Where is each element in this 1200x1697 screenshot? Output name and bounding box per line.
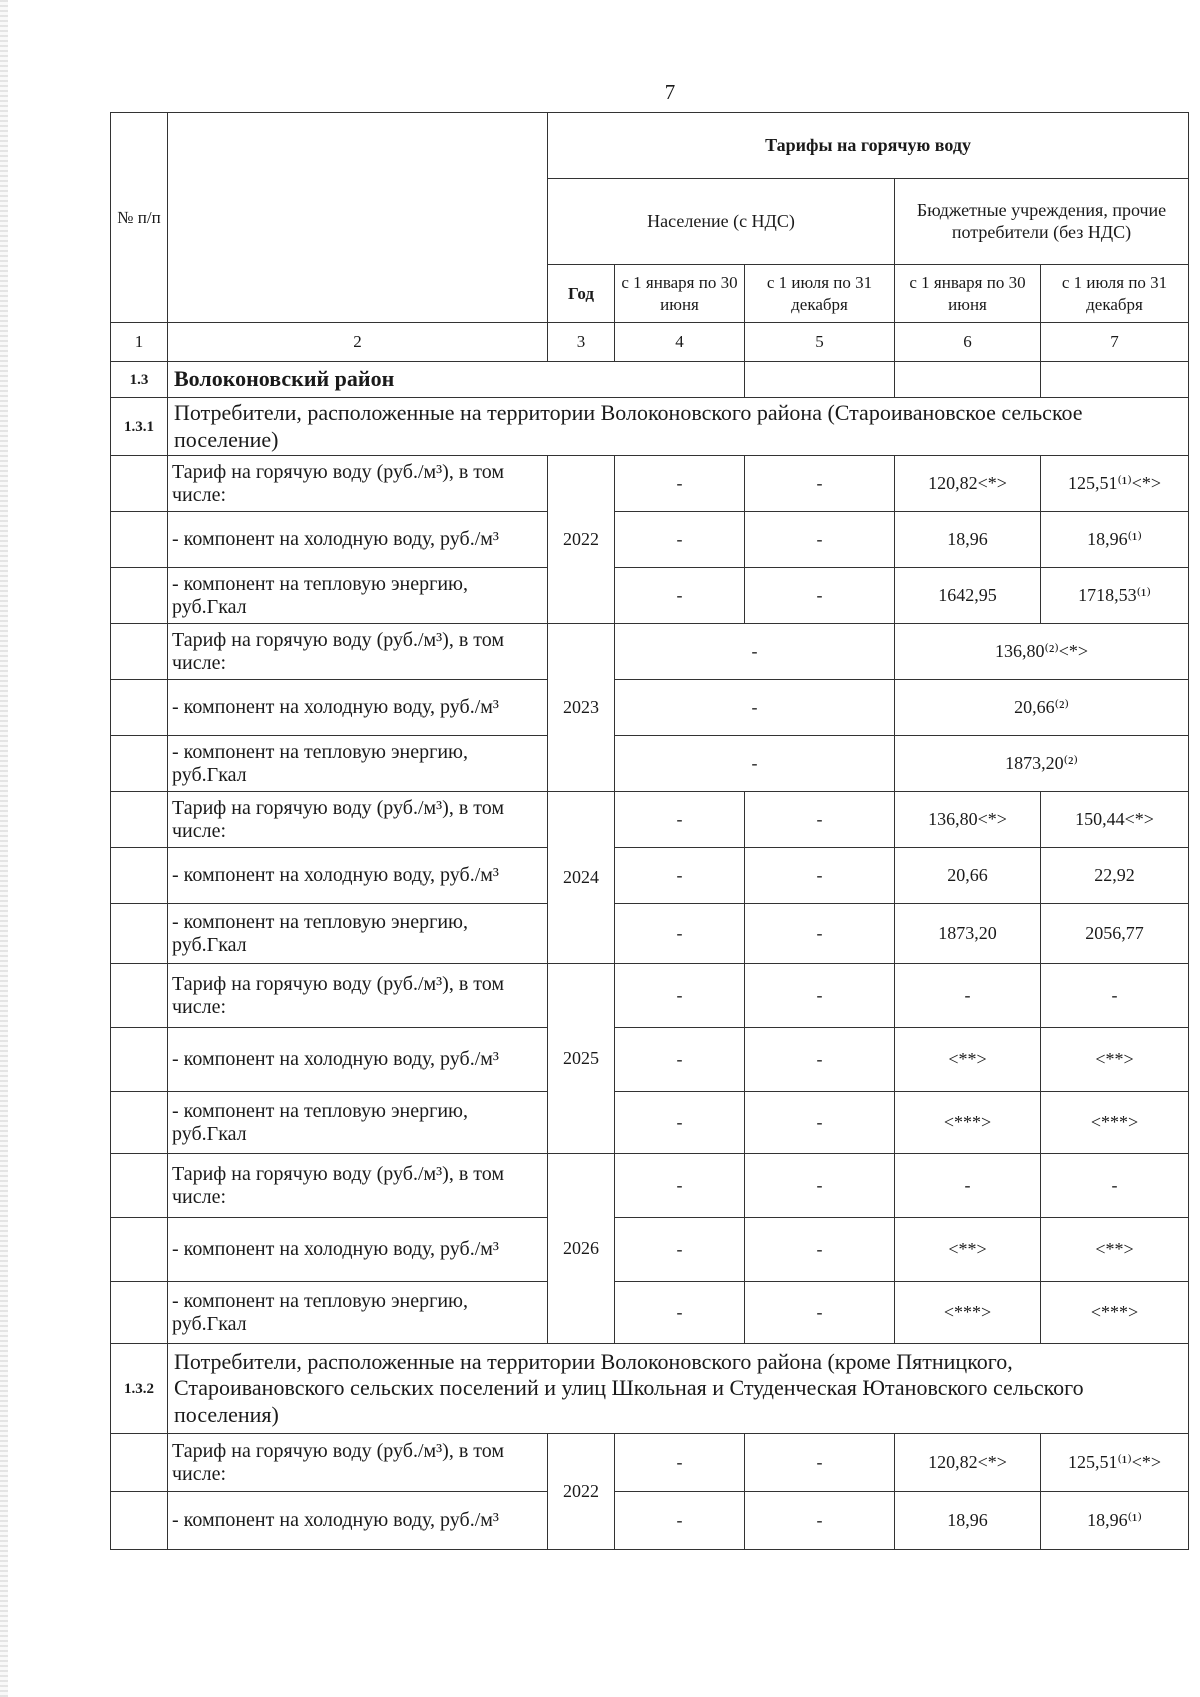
value-cell: 1873,20	[895, 904, 1041, 964]
year-cell: 2026	[548, 1154, 615, 1344]
header-period-4: с 1 июля по 31 декабря	[1041, 265, 1189, 323]
value-cell: 125,51⁽¹⁾<*>	[1041, 1434, 1189, 1492]
value-cell: 20,66⁽²⁾	[895, 680, 1189, 736]
value-cell: -	[615, 1028, 745, 1092]
value-cell: <**>	[895, 1218, 1041, 1282]
row-label-cold: - компонент на холодную воду, руб./м³	[168, 1492, 548, 1550]
value-cell: -	[895, 1154, 1041, 1218]
empty-cell	[111, 736, 168, 792]
value-cell: -	[615, 792, 745, 848]
row-label-cold: - компонент на холодную воду, руб./м³	[168, 1218, 548, 1282]
value-cell: -	[615, 848, 745, 904]
value-cell: <**>	[895, 1028, 1041, 1092]
value-cell: -	[615, 568, 745, 624]
value-cell: -	[745, 848, 895, 904]
value-cell: 136,80<*>	[895, 792, 1041, 848]
value-cell: 18,96⁽¹⁾	[1041, 512, 1189, 568]
row-label-tariff: Тариф на горячую воду (руб./м³), в том числе:	[168, 1154, 548, 1218]
header-period-1: с 1 января по 30 июня	[615, 265, 745, 323]
value-cell: 136,80⁽²⁾<*>	[895, 624, 1189, 680]
page-number: 7	[664, 80, 676, 104]
value-cell: <**>	[1041, 1218, 1189, 1282]
empty-cell	[111, 792, 168, 848]
row-label-heat: - компонент на тепловую энергию, руб.Гкал	[168, 736, 548, 792]
empty-cell	[745, 362, 895, 398]
empty-cell	[1041, 362, 1189, 398]
year-cell: 2024	[548, 792, 615, 964]
empty-cell	[111, 512, 168, 568]
empty-cell	[895, 362, 1041, 398]
value-cell: -	[745, 568, 895, 624]
value-cell: -	[615, 1492, 745, 1550]
col-number: 4	[615, 323, 745, 362]
empty-cell	[111, 624, 168, 680]
section-title: Волоконовский район	[168, 362, 745, 398]
empty-cell	[111, 568, 168, 624]
value-cell: 120,82<*>	[895, 456, 1041, 512]
value-cell: 18,96	[895, 512, 1041, 568]
row-label-tariff: Тариф на горячую воду (руб./м³), в том числе:	[168, 624, 548, 680]
section-title: Потребители, расположенные на территории Волоконовского района (Староивановское сельское поселение)	[168, 398, 1189, 456]
row-label-heat: - компонент на тепловую энергию, руб.Гкал	[168, 1092, 548, 1154]
value-cell: 22,92	[1041, 848, 1189, 904]
row-label-tariff: Тариф на горячую воду (руб./м³), в том числе:	[168, 964, 548, 1028]
value-cell: -	[615, 680, 895, 736]
col-number: 7	[1041, 323, 1189, 362]
empty-cell	[111, 680, 168, 736]
section-number: 1.3	[111, 362, 168, 398]
empty-cell	[111, 1282, 168, 1344]
value-cell: -	[745, 1028, 895, 1092]
empty-cell	[111, 456, 168, 512]
value-cell: -	[745, 1492, 895, 1550]
value-cell: -	[615, 456, 745, 512]
value-cell: -	[1041, 1154, 1189, 1218]
empty-cell	[111, 1218, 168, 1282]
value-cell: 1718,53⁽¹⁾	[1041, 568, 1189, 624]
scan-edge	[0, 0, 8, 1697]
col-number: 3	[548, 323, 615, 362]
value-cell: <***>	[1041, 1282, 1189, 1344]
year-cell: 2022	[548, 1434, 615, 1550]
header-budget: Бюджетные учреждения, прочие потребители (без НДС)	[895, 179, 1189, 265]
value-cell: -	[615, 1218, 745, 1282]
value-cell: 20,66	[895, 848, 1041, 904]
header-year: Год	[548, 265, 615, 323]
header-blank	[168, 113, 548, 323]
value-cell: 1873,20⁽²⁾	[895, 736, 1189, 792]
empty-cell	[111, 904, 168, 964]
value-cell: -	[745, 512, 895, 568]
section-title: Потребители, расположенные на территории Волоконовского района (кроме Пятницкого, Староивановского сельских поселений и улиц Школьная и Студенческая Ютановского сельского поселения)	[168, 1344, 1189, 1434]
row-label-cold: - компонент на холодную воду, руб./м³	[168, 848, 548, 904]
col-number: 5	[745, 323, 895, 362]
value-cell: -	[745, 964, 895, 1028]
empty-cell	[111, 964, 168, 1028]
row-label-cold: - компонент на холодную воду, руб./м³	[168, 512, 548, 568]
year-cell: 2023	[548, 624, 615, 792]
value-cell: -	[615, 1282, 745, 1344]
row-label-heat: - компонент на тепловую энергию, руб.Гкал	[168, 568, 548, 624]
row-label-tariff: Тариф на горячую воду (руб./м³), в том числе:	[168, 1434, 548, 1492]
tariff-table	[110, 112, 1189, 1550]
col-number: 6	[895, 323, 1041, 362]
value-cell: 18,96	[895, 1492, 1041, 1550]
value-cell: -	[615, 1434, 745, 1492]
value-cell: -	[745, 1154, 895, 1218]
value-cell: -	[615, 736, 895, 792]
value-cell: <***>	[895, 1092, 1041, 1154]
value-cell: <***>	[1041, 1092, 1189, 1154]
value-cell: -	[615, 1154, 745, 1218]
value-cell: 18,96⁽¹⁾	[1041, 1492, 1189, 1550]
col-number: 1	[111, 323, 168, 362]
empty-cell	[111, 1154, 168, 1218]
value-cell: 125,51⁽¹⁾<*>	[1041, 456, 1189, 512]
value-cell: -	[745, 1218, 895, 1282]
header-population: Население (с НДС)	[548, 179, 895, 265]
value-cell: 150,44<*>	[1041, 792, 1189, 848]
value-cell: 120,82<*>	[895, 1434, 1041, 1492]
value-cell: <***>	[895, 1282, 1041, 1344]
value-cell: -	[615, 624, 895, 680]
value-cell: -	[745, 792, 895, 848]
value-cell: <**>	[1041, 1028, 1189, 1092]
empty-cell	[111, 848, 168, 904]
value-cell: -	[745, 904, 895, 964]
header-period-3: с 1 января по 30 июня	[895, 265, 1041, 323]
value-cell: -	[745, 1434, 895, 1492]
row-label-heat: - компонент на тепловую энергию, руб.Гкал	[168, 904, 548, 964]
value-cell: -	[745, 456, 895, 512]
value-cell: -	[615, 964, 745, 1028]
value-cell: -	[745, 1092, 895, 1154]
year-cell: 2025	[548, 964, 615, 1154]
value-cell: -	[895, 964, 1041, 1028]
header-num: № п/п	[111, 113, 168, 323]
value-cell: -	[615, 904, 745, 964]
year-cell: 2022	[548, 456, 615, 624]
row-label-cold: - компонент на холодную воду, руб./м³	[168, 680, 548, 736]
col-number: 2	[168, 323, 548, 362]
value-cell: -	[745, 1282, 895, 1344]
header-group-title: Тарифы на горячую воду	[548, 113, 1189, 179]
header-period-2: с 1 июля по 31 декабря	[745, 265, 895, 323]
value-cell: 1642,95	[895, 568, 1041, 624]
empty-cell	[111, 1492, 168, 1550]
row-label-tariff: Тариф на горячую воду (руб./м³), в том числе:	[168, 792, 548, 848]
empty-cell	[111, 1092, 168, 1154]
value-cell: -	[615, 512, 745, 568]
value-cell: -	[1041, 964, 1189, 1028]
empty-cell	[111, 1028, 168, 1092]
value-cell: 2056,77	[1041, 904, 1189, 964]
section-number: 1.3.2	[111, 1344, 168, 1434]
value-cell: -	[615, 1092, 745, 1154]
empty-cell	[111, 1434, 168, 1492]
row-label-tariff: Тариф на горячую воду (руб./м³), в том числе:	[168, 456, 548, 512]
section-number: 1.3.1	[111, 398, 168, 456]
row-label-cold: - компонент на холодную воду, руб./м³	[168, 1028, 548, 1092]
row-label-heat: - компонент на тепловую энергию, руб.Гкал	[168, 1282, 548, 1344]
